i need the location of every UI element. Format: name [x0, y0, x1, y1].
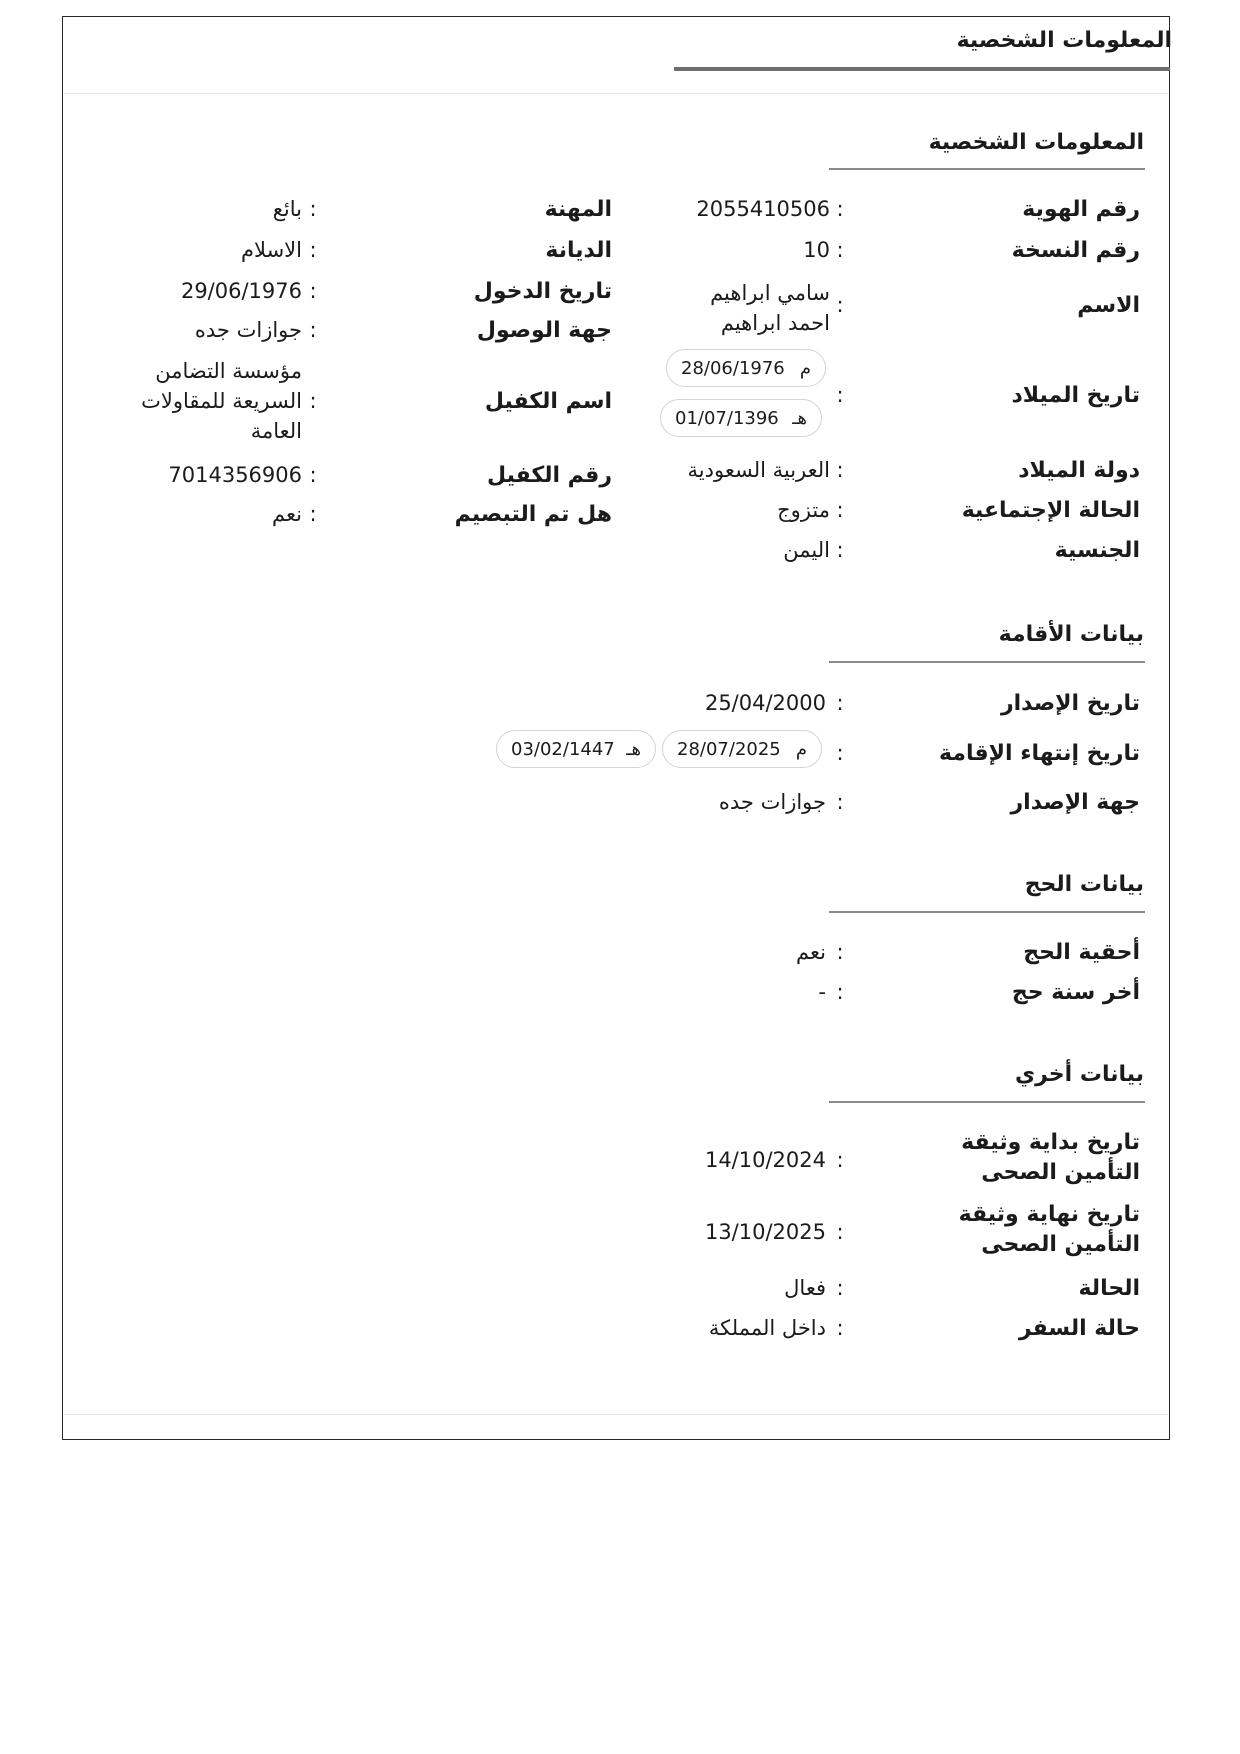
colon: : — [836, 197, 844, 221]
hajj-eligibility-value: نعم — [796, 940, 826, 964]
sponsor-name-label: اسم الكفيل — [484, 389, 612, 414]
profession-label: المهنة — [544, 197, 612, 222]
fingerprint-value: نعم — [272, 502, 302, 526]
colon: : — [836, 238, 844, 262]
birth-date-label: تاريخ الميلاد — [1011, 383, 1140, 408]
sponsor-number-label: رقم الكفيل — [486, 463, 612, 488]
entry-date-value: 29/06/1976 — [180, 279, 302, 303]
insurance-end-label: تاريخ نهاية وثيقة التأمين الصحى — [958, 1202, 1140, 1257]
birth-date-hijri-value: 01/07/1396 — [675, 407, 779, 429]
insurance-start-label: تاريخ بداية وثيقة التأمين الصحى — [961, 1130, 1140, 1185]
expiry-date-gregorian-value: 28/07/2025 — [677, 738, 781, 760]
expiry-date-hijri — [496, 730, 656, 768]
colon: : — [836, 691, 844, 715]
colon: : — [836, 980, 844, 1004]
colon: : — [836, 383, 844, 407]
arrival-port-label: جهة الوصول — [476, 318, 612, 343]
section-title-hajj: بيانات الحج — [1024, 872, 1144, 897]
marital-status-label: الحالة الإجتماعية — [961, 498, 1140, 523]
issuing-authority-label: جهة الإصدار — [1010, 790, 1140, 815]
birth-country-label: دولة الميلاد — [1018, 458, 1140, 483]
expiry-date-label: تاريخ إنتهاء الإقامة — [939, 741, 1140, 766]
name-label: الاسم — [1077, 293, 1140, 318]
profession-value: بائع — [272, 197, 302, 221]
issue-date-label: تاريخ الإصدار — [1000, 691, 1140, 716]
insurance-end-value: 13/10/2025 — [704, 1220, 826, 1244]
travel-status-value: داخل المملكة — [708, 1316, 826, 1340]
status-value: فعال — [784, 1276, 826, 1300]
colon: : — [836, 293, 844, 317]
colon: : — [309, 238, 317, 262]
colon: : — [836, 940, 844, 964]
gregorian-tag: م — [795, 738, 807, 760]
colon: : — [836, 1316, 844, 1340]
footer-divider — [64, 1414, 1168, 1415]
copy-number-label: رقم النسخة — [1011, 238, 1140, 263]
hajj-eligibility-label: أحقية الحج — [1023, 940, 1140, 965]
last-hajj-year-value: - — [818, 980, 826, 1004]
section-title-other: بيانات أخري — [1014, 1062, 1144, 1087]
expiry-date-hijri-value: 03/02/1447 — [511, 738, 615, 760]
colon: : — [836, 741, 844, 765]
issuing-authority-value: جوازات جده — [718, 790, 826, 814]
colon: : — [836, 1148, 844, 1172]
colon: : — [836, 538, 844, 562]
expiry-date-gregorian — [662, 730, 822, 768]
birth-date-gregorian-value: 28/06/1976 — [681, 357, 785, 379]
nationality-value: اليمن — [783, 538, 830, 562]
section-underline — [829, 168, 1145, 170]
sponsor-number-value: 7014356906 — [168, 463, 302, 487]
arrival-port-value: جوازات جده — [194, 318, 302, 342]
entry-date-label: تاريخ الدخول — [473, 279, 612, 304]
travel-status-label: حالة السفر — [1018, 1316, 1140, 1341]
name-value: سامي ابراهيم احمد ابراهيم — [710, 281, 830, 335]
section-underline — [829, 911, 1145, 913]
gregorian-tag: م — [799, 357, 811, 379]
sponsor-name-value: مؤسسة التضامن السريعة للمقاولات العامة — [141, 359, 302, 443]
birth-country-value: العربية السعودية — [687, 458, 830, 482]
section-title-personal: المعلومات الشخصية — [928, 130, 1144, 155]
section-title-residency: بيانات الأقامة — [998, 622, 1144, 647]
copy-number-value: 10 — [803, 238, 830, 262]
hijri-tag: هـ — [626, 738, 641, 760]
colon: : — [309, 389, 317, 413]
header-divider — [64, 93, 1168, 94]
colon: : — [309, 279, 317, 303]
colon: : — [836, 458, 844, 482]
fingerprint-label: هل تم التبصيم — [454, 502, 612, 527]
colon: : — [836, 498, 844, 522]
page-title: المعلومات الشخصية — [956, 28, 1172, 53]
colon: : — [309, 197, 317, 221]
hijri-tag: هـ — [792, 407, 807, 429]
issue-date-value: 25/04/2000 — [704, 691, 826, 715]
colon: : — [309, 318, 317, 342]
id-value: 2055410506 — [696, 197, 830, 221]
colon: : — [836, 1220, 844, 1244]
nationality-label: الجنسية — [1054, 538, 1140, 563]
colon: : — [309, 502, 317, 526]
marital-status-value: متزوج — [777, 498, 830, 522]
religion-value: الاسلام — [241, 238, 302, 262]
birth-date-gregorian — [666, 349, 826, 387]
colon: : — [836, 1276, 844, 1300]
colon: : — [309, 463, 317, 487]
religion-label: الديانة — [545, 238, 612, 263]
id-label: رقم الهوية — [1022, 197, 1140, 222]
last-hajj-year-label: أخر سنة حج — [1011, 980, 1140, 1005]
birth-date-hijri — [660, 399, 822, 437]
status-label: الحالة — [1078, 1276, 1140, 1301]
insurance-start-value: 14/10/2024 — [704, 1148, 826, 1172]
title-underline — [674, 67, 1170, 71]
section-underline — [829, 1101, 1145, 1103]
colon: : — [836, 790, 844, 814]
section-underline — [829, 661, 1145, 663]
